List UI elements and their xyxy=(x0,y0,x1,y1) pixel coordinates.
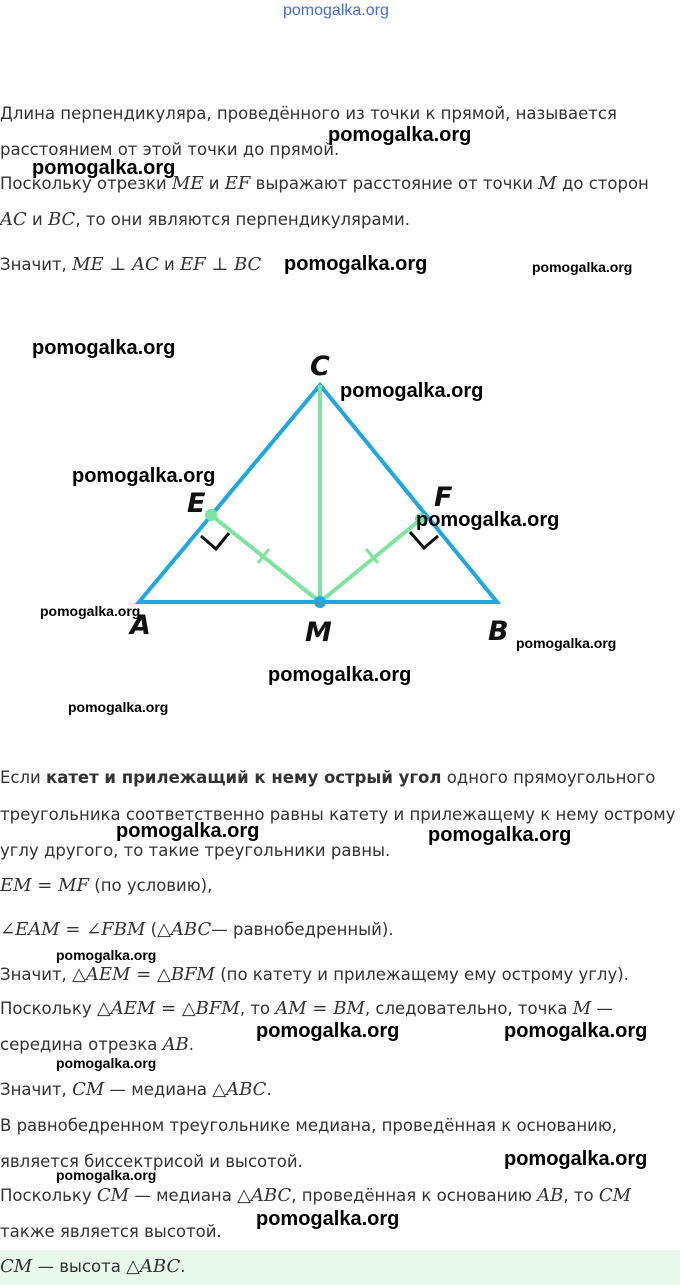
watermark: pomogalka.org xyxy=(532,259,633,275)
answer-box xyxy=(0,1250,680,1285)
equation-em-mf: EM = MF (по условию), xyxy=(0,875,213,896)
label-b: B xyxy=(488,616,509,647)
right-angle-e xyxy=(201,533,229,549)
watermark: pomogalka.org xyxy=(328,124,472,146)
label-m: M xyxy=(305,617,332,648)
watermark: pomogalka.org xyxy=(428,824,572,846)
watermark: pomogalka.org xyxy=(72,465,216,487)
watermark: pomogalka.org xyxy=(284,253,428,275)
watermark: pomogalka.org xyxy=(256,1208,400,1230)
watermark: pomogalka.org xyxy=(268,664,412,686)
label-f: F xyxy=(434,482,453,513)
segment-mf xyxy=(320,519,421,602)
point-e xyxy=(205,509,217,521)
paragraph-median: Значит, CM — медиана △ABC. xyxy=(0,1079,272,1100)
paragraph-theorem-line1: Если катет и прилежащий к нему острый угол одного прямоугольного xyxy=(0,768,656,787)
label-a: A xyxy=(130,610,151,641)
watermark: pomogalka.org xyxy=(256,1020,400,1042)
watermark: pomogalka.org xyxy=(56,1167,157,1183)
answer-text: CM — высота △ABC. xyxy=(0,1256,186,1277)
watermark: pomogalka.org xyxy=(504,1020,648,1042)
paragraph-theorem-line2: треугольника соответственно равны катету и прилежащему к нему острому xyxy=(0,805,676,824)
equation-angles: ∠EAM = ∠FBM (△ABC— равнобедренный). xyxy=(0,919,394,940)
paragraph-isosceles-line2: является биссектрисой и высотой. xyxy=(0,1152,303,1171)
watermark: pomogalka.org xyxy=(504,1148,648,1170)
watermark: pomogalka.org xyxy=(416,509,560,531)
paragraph-isosceles-line1: В равнобедренном треугольнике медиана, проведённая к основанию, xyxy=(0,1116,618,1135)
paragraph-height-line1: Поскольку CM — медиана △ABC, проведённая к основанию AB, то CM xyxy=(0,1185,632,1206)
paragraph-theorem-line3: углу другого, то такие треугольники равны. xyxy=(0,841,391,860)
paragraph-perpendiculars: Значит, ME ⊥ AC и EF ⊥ BC xyxy=(0,254,262,275)
watermark: pomogalka.org xyxy=(116,820,260,842)
paragraph-segments-line2: AC и BC, то они являются перпендикулярами. xyxy=(0,209,410,230)
segment-me xyxy=(211,515,320,602)
watermark: pomogalka.org xyxy=(516,635,617,651)
paragraph-segments-line1: Поскольку отрезки ME и EF выражают расстояние от точки M до сторон xyxy=(0,173,649,194)
paragraph-midpoint-line1: Поскольку △AEM = △BFM, то AM = BM, следовательно, точка M — xyxy=(0,998,613,1019)
watermark: pomogalka.org xyxy=(56,1055,157,1071)
right-angle-f xyxy=(410,532,438,548)
watermark: pomogalka.org xyxy=(32,337,176,359)
watermark: pomogalka.org xyxy=(40,603,141,619)
watermark: pomogalka.org xyxy=(68,699,169,715)
watermark: pomogalka.org xyxy=(283,2,389,19)
paragraph-midpoint-line2: середина отрезка AB. xyxy=(0,1034,195,1055)
watermark: pomogalka.org xyxy=(340,380,484,402)
label-c: C xyxy=(310,351,330,382)
point-m xyxy=(314,596,326,608)
label-e: E xyxy=(187,488,206,519)
watermark: pomogalka.org xyxy=(32,157,176,179)
watermark: pomogalka.org xyxy=(56,947,157,963)
paragraph-height-line2: также является высотой. xyxy=(0,1222,222,1241)
paragraph-distance-def-line2: расстоянием от этой точки до прямой. xyxy=(0,140,340,159)
paragraph-distance-def-line1: Длина перпендикуляра, проведённого из точки к прямой, называется xyxy=(0,104,617,123)
equation-triangles-equal: Значит, △AEM = △BFM (по катету и прилежащему ему острому углу). xyxy=(0,964,629,985)
